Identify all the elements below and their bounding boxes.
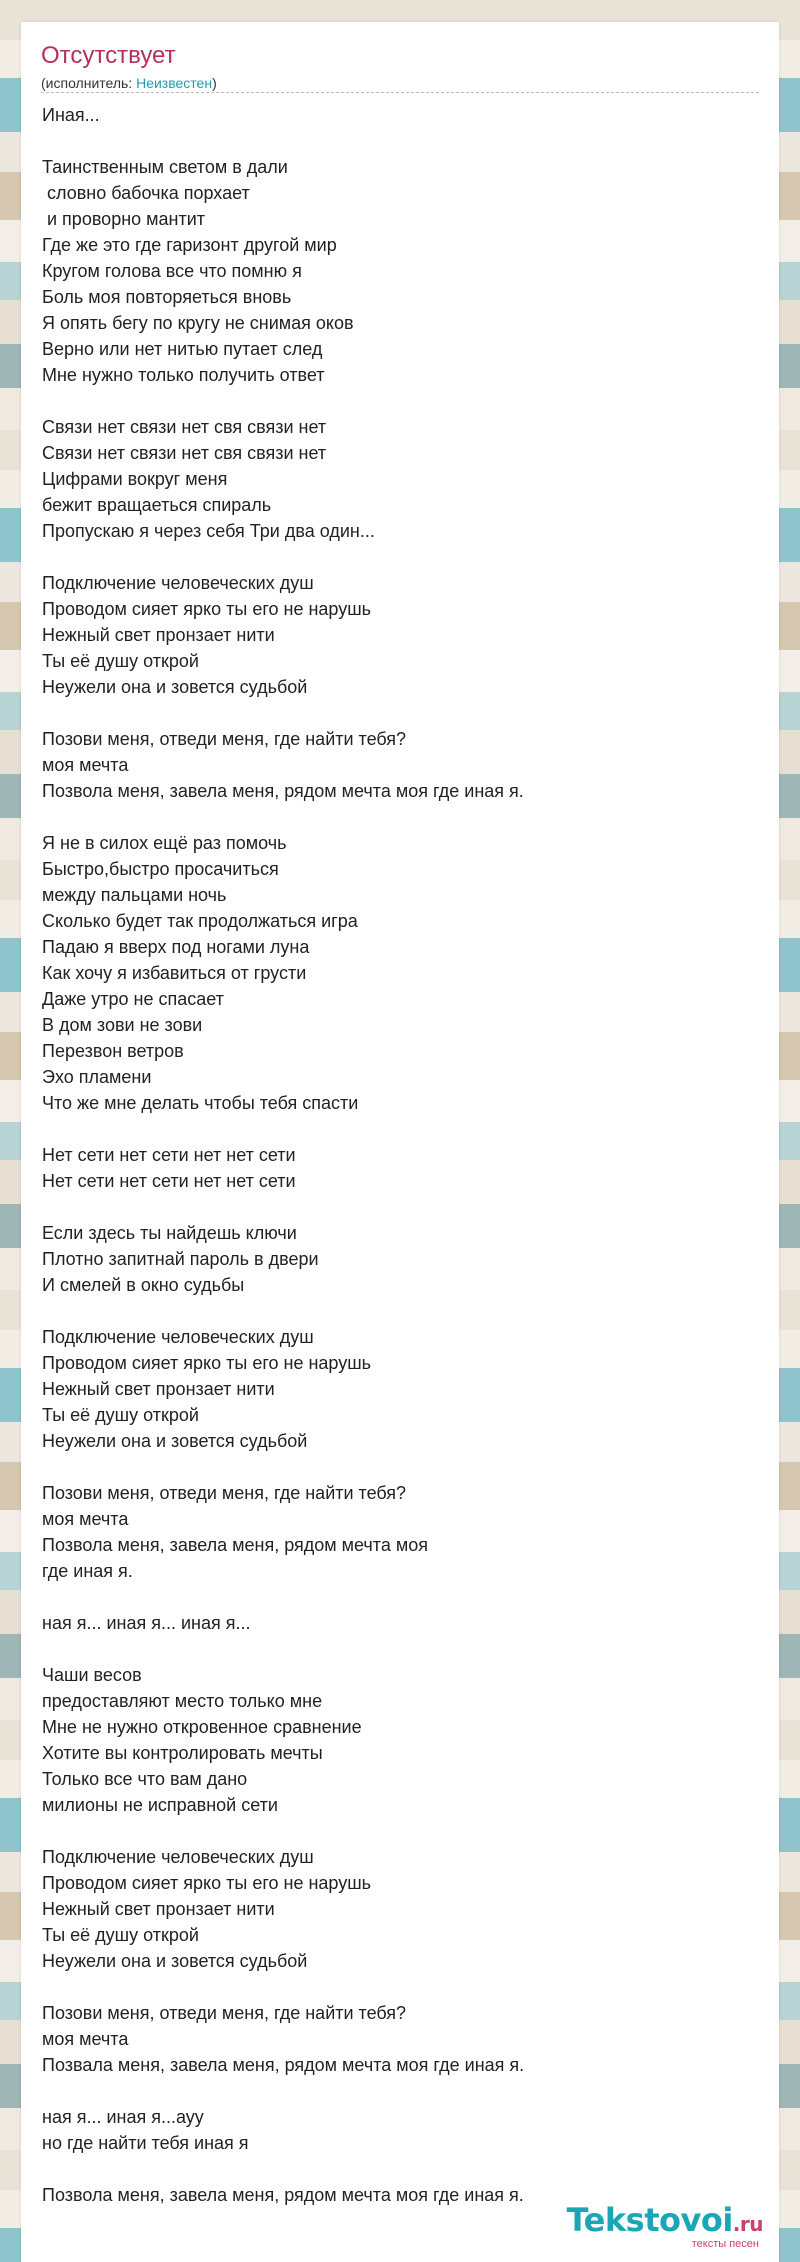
performer-prefix: (исполнитель: bbox=[41, 75, 137, 91]
lyrics-text: Иная... Таинственным светом в дали словно бабочка порхает и проворно мантит Где же это где гаризонт другой мир Кругом голова все что помню я Боль моя повторяеться вновь Я опять бегу по кругу не снимая оков Верно или нет нитью путает след Мне нужно только получить ответ Связи нет связи нет свя связи нет Связи нет связи нет свя связи нет Цифрами вокруг меня бежит вращаеться спираль Пропускаю я через себя Три два один... Подключение человеческих душ Проводом сияет ярко ты его не нарушь Нежный свет пронзает нити Ты её душу открой Неужели она и зовется судьбой Позови меня, отведи меня, где найти тебя? моя мечта Позвола меня, завела меня, рядом мечта моя где иная я. Я не в силох ещё раз помочь Быстро,быстро просачиться между пальцами ночь Сколько будет так продолжаться игра Падаю я вверх под ногами луна Как хочу я избавиться от грусти Даже утро не спасает В дом зови не зови Перезвон ветров Эхо пламени Что же мне делать чтобы тебя спасти Нет сети нет сети нет нет сети Нет сети нет сети нет нет сети Если здесь ты найдешь ключи Плотно запитнай пароль в двери И смелей в окно судьбы Подключение человеческих душ Проводом сияет ярко ты его не нарушь Нежный свет пронзает нити Ты её душу открой Неужели она и зовется судьбой Позови меня, отведи меня, где найти тебя? моя мечта Позвола меня, завела меня, рядом мечта моя где иная я. ная я... иная я... иная я... Чаши весов предоставляют место только мне Мне не нужно откровенное сравнение Хотите вы контролировать мечты Только все что вам дано милионы не исправной сети Подключение человеческих душ Проводом сияет ярко ты его не нарушь Нежный свет пронзает нити Ты её душу открой Неужели она и зовется судьбой Позови меня, отведи меня, где найти тебя? моя мечта Позвала меня, завела меня, рядом мечта моя где иная я. ная я... иная я...ауу но где найти тебя иная я Позвола меня, завела меня, рядом мечта моя где иная я. bbox=[42, 105, 525, 2205]
song-title: Отсутствует bbox=[41, 42, 176, 69]
logo-name: Tekstovoi bbox=[566, 2201, 733, 2239]
logo-tagline: тексты песен bbox=[691, 2238, 759, 2250]
logo-wordmark bbox=[567, 2203, 763, 2241]
logo-tld: .ru bbox=[732, 2212, 763, 2236]
performer-suffix: ) bbox=[212, 75, 217, 91]
site-logo[interactable] bbox=[567, 2203, 763, 2250]
performer-link[interactable]: Неизвестен bbox=[136, 75, 213, 91]
title-divider bbox=[41, 92, 759, 93]
lyrics-card bbox=[21, 22, 779, 2262]
performer-line bbox=[41, 74, 217, 92]
